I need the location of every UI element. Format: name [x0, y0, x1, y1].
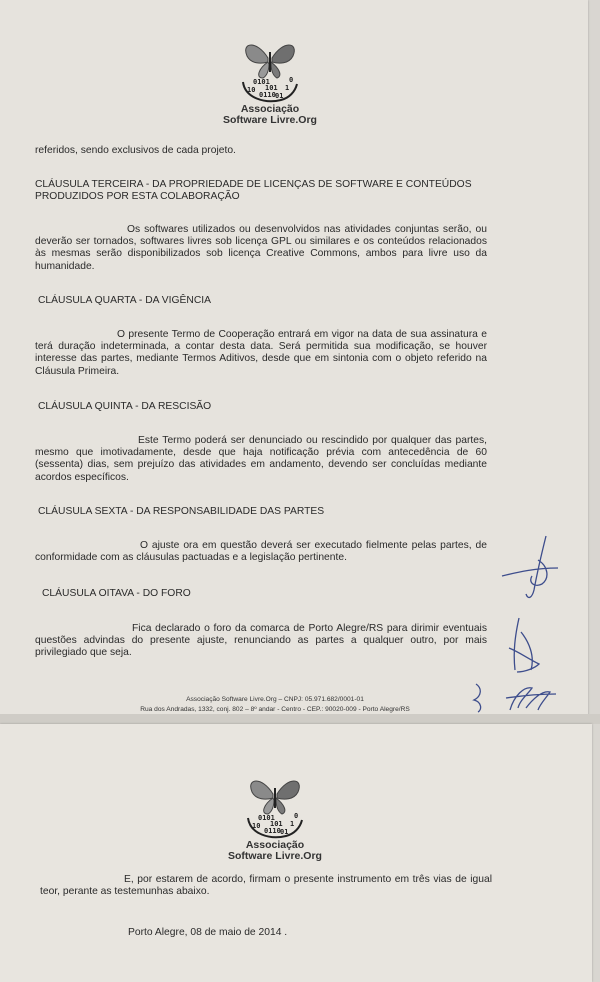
- clause-5-body: Este Termo poderá ser denunciado ou rescindido por qualquer das partes, mesmo que imotivadamente, desde que haja notificação prévia com antecedência de 60 (sessenta) dias, sem prejuízo das atividades em andamento, devendo ser concluídas mediante acordos específicos.: [35, 435, 487, 483]
- document-page-2: [0, 724, 592, 982]
- svg-text:10: 10: [252, 822, 261, 830]
- svg-text:0110: 0110: [264, 827, 281, 835]
- clause-8-body: Fica declarado o foro da comarca de Porto Alegre/RS para dirimir eventuais questões advindas do presente ajuste, renunciando as partes a qualquer outro, por mais privilegiado que seja.: [35, 623, 487, 659]
- page-gap: [0, 714, 600, 724]
- clause-6-heading: CLÁUSULA SEXTA - DA RESPONSABILIDADE DAS PARTES: [38, 506, 325, 517]
- intro-text: referidos, sendo exclusivos de cada projeto.: [35, 145, 236, 156]
- logo-line-1: Associação: [240, 103, 300, 115]
- logo-line-2: Software Livre.Org: [223, 114, 317, 126]
- closing-text: E, por estarem de acordo, firmam o presente instrumento em três vias de igual teor, perante as testemunhas abaixo.: [40, 874, 492, 898]
- svg-text:101: 101: [265, 84, 278, 92]
- svg-text:0101: 0101: [253, 78, 270, 86]
- association-logo-2: [220, 774, 330, 862]
- signature-initial-3: [470, 680, 562, 716]
- clause-4-heading: CLÁUSULA QUARTA - DA VIGÊNCIA: [38, 295, 211, 306]
- svg-text:01: 01: [280, 828, 289, 836]
- svg-text:0: 0: [289, 76, 294, 84]
- clause-5-heading: CLÁUSULA QUINTA - DA RESCISÃO: [38, 401, 212, 412]
- svg-text:0110: 0110: [259, 91, 276, 99]
- clause-4-body: O presente Termo de Cooperação entrará em vigor na data de sua assinatura e terá duração indeterminada, a contar desta data. Será permitida sua modificação, se houver interesse das partes, mediante Termos Aditivos, desde que em sintonia com o objeto referido na Cláusula Primeira.: [35, 329, 487, 377]
- logo-2-line-1: Associação: [245, 839, 305, 851]
- signature-initial-1: [498, 532, 564, 604]
- svg-text:01: 01: [275, 92, 284, 100]
- butterfly-logo-icon-2: [240, 774, 310, 840]
- date-line: Porto Alegre, 08 de maio de 2014 .: [128, 927, 288, 938]
- signature-initial-2: [505, 612, 545, 678]
- clause-3-body: Os softwares utilizados ou desenvolvidos nas atividades conjuntas serão, ou deverão ser tornados, softwares livres sob licença GPL ou similares e os conteúdos relacionados às mesmas serão disponibilizados sob licença Creative Commons, ambos para livre uso da humanidade.: [35, 224, 487, 272]
- svg-text:10: 10: [247, 86, 256, 94]
- footer-line-1: Associação Software Livre.Org – CNPJ: 05.971.682/0001-01: [186, 696, 364, 703]
- association-logo: [215, 38, 325, 126]
- butterfly-logo-icon: [235, 38, 305, 104]
- svg-text:1: 1: [285, 84, 290, 92]
- clause-6-body: O ajuste ora em questão deverá ser executado fielmente pelas partes, de conformidade com as cláusulas pactuadas e a legislação pertinente.: [35, 540, 487, 564]
- svg-text:0: 0: [294, 812, 299, 820]
- clause-3-heading: CLÁUSULA TERCEIRA - DA PROPRIEDADE DE LICENÇAS DE SOFTWARE E CONTEÚDOS PRODUZIDOS POR ESTA COLABORAÇÃO: [35, 179, 472, 203]
- clause-8-heading: CLÁUSULA OITAVA - DO FORO: [42, 588, 191, 599]
- svg-text:0101: 0101: [258, 814, 275, 822]
- svg-text:1: 1: [290, 820, 295, 828]
- footer-line-2: Rua dos Andradas, 1332, conj. 802 – 8º andar - Centro - CEP.: 90020-009 - Porto Alegre/RS: [140, 706, 410, 713]
- logo-2-line-2: Software Livre.Org: [228, 850, 322, 862]
- svg-text:101: 101: [270, 820, 283, 828]
